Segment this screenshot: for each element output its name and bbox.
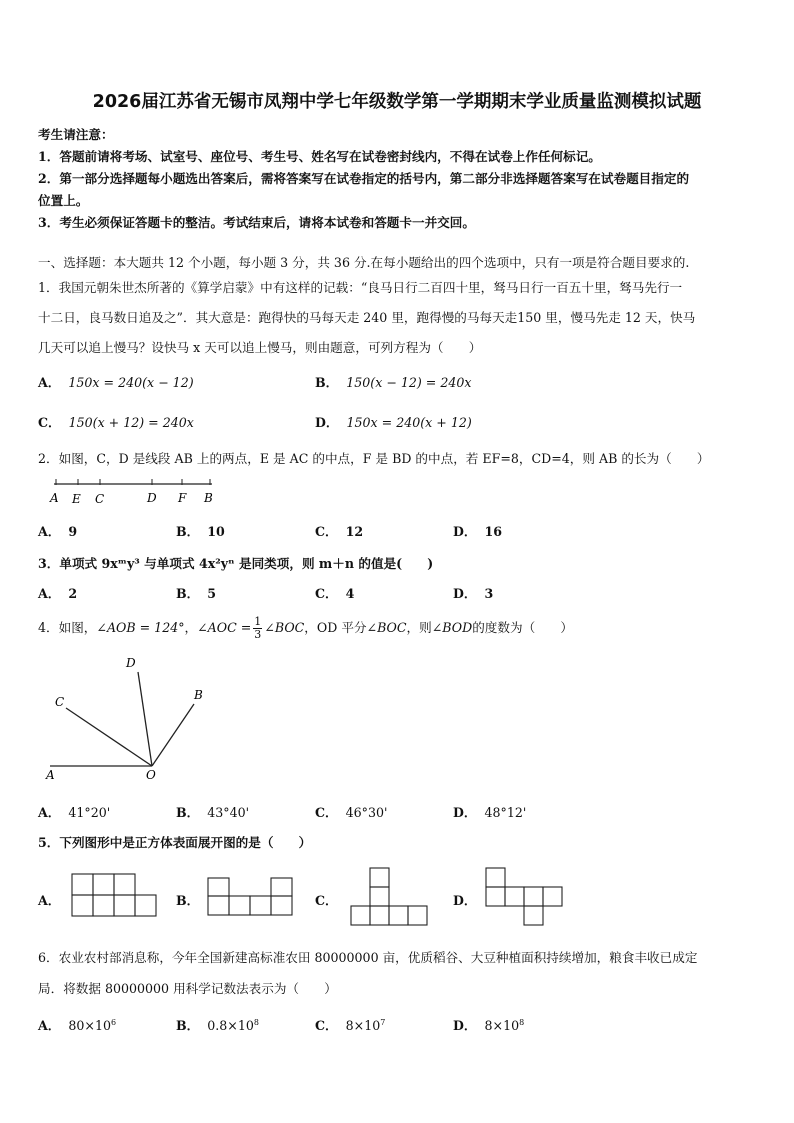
option-label: C． — [315, 805, 338, 820]
point-b-label: B — [204, 491, 213, 505]
option-text: 48°12' — [484, 805, 527, 820]
q4-eq-boc: ∠BOC — [264, 620, 305, 635]
ray-od — [138, 672, 152, 766]
q3-text: 3．单项式 9xᵐy³ 与单项式 4x²yⁿ 是同类项，则 m＋n 的值是( ) — [38, 556, 434, 571]
q4-mid2: ，则 — [406, 620, 432, 635]
q1-option-c[interactable] — [38, 412, 194, 431]
fraction-numerator: 1 — [254, 615, 262, 628]
q5-net-c — [348, 866, 432, 928]
q4-eq-aoc: ∠AOC = — [197, 620, 252, 635]
q5-option-b[interactable] — [176, 890, 207, 909]
q5-option-a[interactable] — [38, 890, 68, 909]
point-b-label: B — [194, 688, 203, 702]
q1-line-3: 几天可以追上慢马？设快马 x 天可以追上慢马，则由题意，可列方程为（ ） — [38, 340, 482, 355]
option-text: 43°40' — [207, 805, 250, 820]
option-base: 8×10 — [345, 1018, 381, 1033]
option-exponent: 6 — [110, 1017, 117, 1027]
q2-segment-figure — [44, 476, 224, 506]
q2-option-c[interactable] — [315, 521, 363, 540]
q4-option-b[interactable] — [176, 802, 249, 821]
point-f-label: F — [178, 491, 187, 505]
option-label: B． — [315, 375, 339, 390]
q4-fraction — [253, 616, 262, 641]
q6-option-a[interactable] — [38, 1015, 116, 1034]
exam-title: 2026届江苏省无锡市凤翔中学七年级数学第一学期期末学业质量监测模拟试题 — [92, 92, 702, 112]
option-label: A． — [38, 893, 61, 908]
ray-oc — [66, 708, 152, 766]
option-label: B． — [176, 805, 200, 820]
option-label: C． — [315, 586, 338, 601]
q4-eq-aob: ∠AOB = 124° — [96, 620, 185, 635]
q4-eq-bod: ∠BOD — [431, 620, 473, 635]
q4-sep: ， — [184, 620, 198, 635]
section-heading: 一、选择题：本大题共 12 个小题，每小题 3 分，共 36 分.在每小题给出的四个选项中，只有一项是符合题目要求的. — [38, 255, 690, 270]
option-label: A． — [38, 1018, 61, 1033]
option-label: D． — [453, 524, 477, 539]
option-label: D． — [315, 415, 339, 430]
option-exponent: 8 — [253, 1017, 259, 1027]
q4-prefix: 4．如图， — [38, 620, 97, 635]
point-o-label: O — [146, 768, 156, 782]
option-text: 150(x + 12) = 240x — [68, 415, 194, 430]
option-label: A． — [38, 375, 61, 390]
notice-heading: 考生请注意： — [38, 127, 114, 142]
q1-line-2: 十二日，良马数日追及之”．其大意是：跑得快的马每天走 240 里，跑得慢的马每天走150 里，慢马先走 12 天，快马 — [38, 310, 696, 325]
notice-item-3: 3．考生必须保证答题卡的整洁。考试结束后，请将本试卷和答题卡一并交回。 — [38, 215, 475, 230]
option-text: 12 — [345, 524, 364, 539]
option-label: D． — [453, 586, 477, 601]
q1-line-1: 1．我国元朝朱世杰所著的《算学启蒙》中有这样的记载：“良马日行二百四十里，驽马日行一百五十里，驽马先行一 — [38, 280, 683, 295]
option-text: 10 — [207, 524, 225, 539]
q1-option-d[interactable] — [315, 412, 472, 431]
point-a-label: A — [46, 768, 55, 782]
fraction-denominator: 3 — [254, 628, 262, 641]
option-label: D． — [453, 1018, 477, 1033]
option-label: A． — [38, 524, 61, 539]
q4-option-d[interactable] — [453, 802, 526, 821]
q3-option-a[interactable] — [38, 583, 77, 602]
q1-option-a[interactable] — [38, 372, 194, 391]
q4-angle-figure — [40, 652, 220, 784]
option-base: 80×10 — [68, 1018, 111, 1033]
notice-item-1: 1．答题前请将考场、试室号、座位号、考生号、姓名写在试卷密封线内，不得在试卷上作任何标记。 — [38, 149, 601, 164]
option-label: A． — [38, 586, 61, 601]
q4-option-a[interactable] — [38, 802, 110, 821]
option-text: 46°30' — [345, 805, 388, 820]
notice-item-2: 2．第一部分选择题每小题选出答案后，需将答案写在试卷指定的括号内，第二部分非选择题答案写在试卷题目指定的 — [38, 171, 690, 186]
option-text: 3 — [484, 586, 494, 601]
q5-net-b — [206, 876, 296, 918]
point-e-label: E — [72, 492, 81, 506]
option-label: C． — [315, 524, 338, 539]
option-text: 9 — [68, 524, 78, 539]
q5-option-c[interactable] — [315, 890, 346, 909]
q1-option-b[interactable] — [315, 372, 472, 391]
q4-mid: ，OD 平分 — [304, 620, 367, 635]
q5-text: 5．下列图形中是正方体表面展开图的是（ ） — [38, 835, 312, 850]
q6-line-2: 局．将数据 80000000 用科学记数法表示为（ ） — [38, 981, 337, 996]
q5-net-a — [70, 872, 160, 918]
option-text: 2 — [68, 586, 78, 601]
option-label: C． — [315, 1018, 338, 1033]
option-label: B． — [176, 1018, 200, 1033]
option-text: 150x = 240(x − 12) — [68, 375, 194, 390]
option-label: B． — [176, 893, 200, 908]
q3-option-d[interactable] — [453, 583, 493, 602]
q6-option-b[interactable] — [176, 1015, 259, 1034]
option-text: 4 — [345, 586, 355, 601]
q2-option-d[interactable] — [453, 521, 502, 540]
point-c-label: C — [95, 492, 105, 506]
q5-option-d[interactable] — [453, 890, 485, 909]
point-d-label: D — [147, 491, 157, 505]
q6-option-c[interactable] — [315, 1015, 385, 1034]
option-text: 150x = 240(x + 12) — [346, 415, 472, 430]
notice-item-2-cont: 位置上。 — [38, 193, 89, 208]
option-text: 5 — [207, 586, 217, 601]
q4-option-c[interactable] — [315, 802, 387, 821]
option-label: C． — [38, 415, 61, 430]
q2-option-a[interactable] — [38, 521, 77, 540]
q2-option-b[interactable] — [176, 521, 225, 540]
option-exponent: 8 — [519, 1017, 525, 1027]
option-label: D． — [453, 805, 477, 820]
ray-ob — [152, 704, 194, 766]
q3-option-b[interactable] — [176, 583, 216, 602]
q5-net-d — [484, 866, 570, 928]
option-label: D． — [453, 893, 477, 908]
point-d-label: D — [126, 656, 136, 670]
option-exponent: 7 — [380, 1017, 386, 1027]
option-text: 150(x − 12) = 240x — [346, 375, 472, 390]
point-c-label: C — [55, 695, 65, 709]
q4-suffix: 的度数为（ ） — [472, 620, 573, 635]
option-base: 0.8×10 — [207, 1018, 254, 1033]
q3-option-c[interactable] — [315, 583, 354, 602]
point-a-label: A — [50, 491, 59, 505]
option-text: 41°20' — [68, 805, 111, 820]
option-label: B． — [176, 524, 200, 539]
option-text: 16 — [484, 524, 503, 539]
option-label: C． — [315, 893, 338, 908]
option-label: B． — [176, 586, 200, 601]
q6-line-1: 6．农业农村部消息称，今年全国新建高标准农田 80000000 亩，优质稻谷、大豆种植面积持续增加，粮食丰收已成定 — [38, 950, 698, 965]
q4-text — [38, 616, 573, 641]
q6-option-d[interactable] — [453, 1015, 524, 1034]
q2-text: 2．如图，C，D 是线段 AB 上的两点，E 是 AC 的中点，F 是 BD 的中点，若 EF=8，CD=4，则 AB 的长为（ ） — [38, 451, 710, 466]
q4-eq-boc-2: ∠BOC — [366, 620, 407, 635]
option-base: 8×10 — [484, 1018, 520, 1033]
option-label: A． — [38, 805, 61, 820]
